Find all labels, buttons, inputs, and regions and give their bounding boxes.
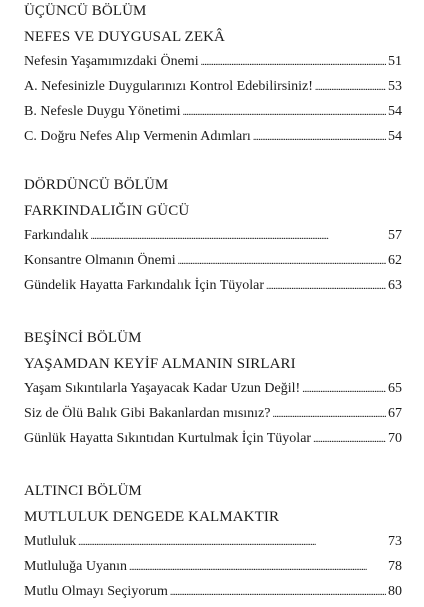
toc-section-6 xyxy=(24,482,402,607)
chapter-heading: DÖRDÜNCÜ BÖLÜM xyxy=(24,177,169,193)
entry-title: Nefesin Yaşamımızdaki Önemi xyxy=(24,54,199,69)
dot-leader xyxy=(315,77,386,98)
dot-leader xyxy=(313,429,386,450)
dot-leader xyxy=(129,557,386,578)
entry-page-number: 65 xyxy=(388,381,402,396)
toc-entry xyxy=(24,582,402,607)
entry-page-number: 51 xyxy=(388,54,402,69)
entry-title: Mutlu Olmayı Seçiyorum xyxy=(24,584,168,599)
dot-leader xyxy=(78,532,386,553)
dot-leader xyxy=(302,379,386,400)
dot-leader xyxy=(201,52,386,73)
toc-entry xyxy=(24,52,402,77)
entry-title: B. Nefesle Duygu Yönetimi xyxy=(24,104,181,119)
entry-page-number: 63 xyxy=(388,278,402,293)
chapter-title: FARKINDALIĞIN GÜCÜ xyxy=(24,203,190,219)
entry-title: Mutluluğa Uyanın xyxy=(24,559,128,574)
entry-page-number: 70 xyxy=(388,431,402,446)
entry-page-number: 78 xyxy=(388,559,402,574)
entry-title: Gündelik Hayatta Farkındalık İçin Tüyolar xyxy=(24,278,265,293)
entry-page-number: 62 xyxy=(388,253,402,268)
chapter-title: NEFES VE DUYGUSAL ZEKÂ xyxy=(24,29,225,45)
chapter-heading: ÜÇÜNCÜ BÖLÜM xyxy=(24,3,147,19)
dot-leader xyxy=(183,102,386,123)
dot-leader xyxy=(91,226,386,247)
entry-page-number: 67 xyxy=(388,406,402,421)
entry-title: Yaşam Sıkıntılarla Yaşayacak Kadar Uzun Değil! xyxy=(24,381,301,396)
entry-page-number: 80 xyxy=(388,584,402,599)
toc-entry xyxy=(24,276,402,301)
entry-title: Günlük Hayatta Sıkıntıdan Kurtulmak İçin Tüyolar xyxy=(24,431,312,446)
dot-leader xyxy=(253,127,386,148)
entry-title: Mutluluk xyxy=(24,534,77,549)
chapter-title: YAŞAMDAN KEYİF ALMANIN SIRLARI xyxy=(24,356,296,372)
toc-entry xyxy=(24,429,402,454)
entry-page-number: 73 xyxy=(388,534,402,549)
entry-list xyxy=(24,379,402,454)
entry-page-number: 53 xyxy=(388,79,402,94)
toc-entry xyxy=(24,532,402,557)
entry-title: C. Doğru Nefes Alıp Vermenin Adımları xyxy=(24,129,251,144)
dot-leader xyxy=(273,404,386,425)
toc-entry xyxy=(24,226,402,251)
entry-list xyxy=(24,532,402,607)
dot-leader xyxy=(266,276,386,297)
toc-entry xyxy=(24,77,402,102)
chapter-heading: ALTINCI BÖLÜM xyxy=(24,483,142,499)
toc-entry xyxy=(24,102,402,127)
toc-entry xyxy=(24,379,402,404)
toc-entry xyxy=(24,404,402,429)
entry-page-number: 54 xyxy=(388,129,402,144)
chapter-heading: BEŞİNCİ BÖLÜM xyxy=(24,330,142,346)
entry-title: Farkındalık xyxy=(24,228,89,243)
entry-list xyxy=(24,52,402,152)
chapter-title: MUTLULUK DENGEDE KALMAKTIR xyxy=(24,509,280,525)
toc-entry xyxy=(24,251,402,276)
toc-section-5 xyxy=(24,329,402,454)
entry-page-number: 57 xyxy=(388,228,402,243)
toc-entry xyxy=(24,557,402,582)
entry-list xyxy=(24,226,402,301)
dot-leader xyxy=(178,251,386,272)
entry-page-number: 54 xyxy=(388,104,402,119)
toc-section-4 xyxy=(24,176,402,301)
entry-title: Konsantre Olmanın Önemi xyxy=(24,253,176,268)
toc-section-3 xyxy=(24,2,402,152)
toc-entry xyxy=(24,127,402,152)
entry-title: A. Nefesinizle Duygularınızı Kontrol Edebilirsiniz! xyxy=(24,79,313,94)
entry-title: Siz de Ölü Balık Gibi Bakanlardan mısınız? xyxy=(24,406,271,421)
